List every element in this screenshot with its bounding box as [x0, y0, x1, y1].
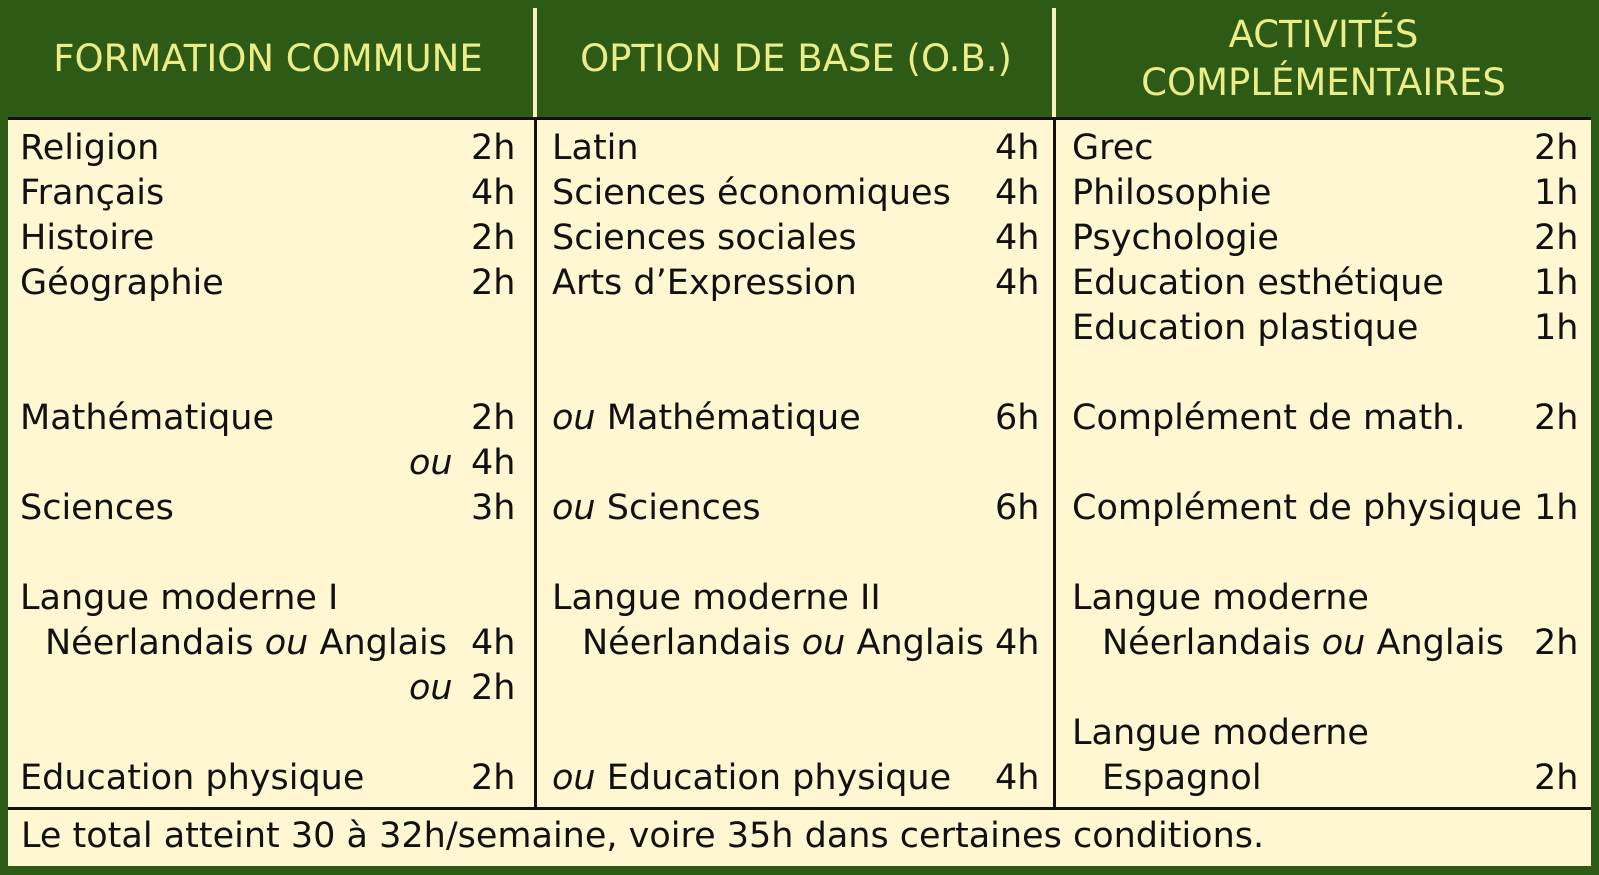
course-hours: 2h [471, 128, 516, 168]
course-hours: 2h [471, 263, 516, 303]
alternative-ou: ou [801, 623, 846, 663]
course-hours: 1h [1534, 173, 1579, 213]
course-hours: 1h [1534, 263, 1579, 303]
course-hours: 2h [1534, 758, 1579, 798]
language-a: Néerlandais [45, 623, 254, 663]
language-options [582, 621, 984, 666]
course-name: Education physique [20, 758, 365, 798]
course-name: Mathématique [20, 398, 275, 438]
course-hours: 4h [471, 173, 516, 213]
header-activites-complementaires [1056, 0, 1591, 117]
language-options [45, 621, 447, 666]
course-name: Education esthétique [1072, 263, 1444, 303]
course-name: Sciences sociales [552, 218, 857, 258]
course-hours: 4h [995, 128, 1040, 168]
course-name: Géographie [20, 263, 224, 303]
alternative-ou: ou [552, 758, 596, 798]
column-divider [1053, 117, 1056, 810]
footer-note: Le total atteint 30 à 32h/semaine, voire 35h dans certaines conditions. [21, 816, 1265, 856]
course-hours: 2h [1534, 623, 1579, 663]
language-a: Néerlandais [1102, 623, 1311, 663]
course-hours-alt: 2h [471, 668, 516, 708]
course-name: Philosophie [1072, 173, 1272, 213]
course-name: Grec [1072, 128, 1154, 168]
course-name: ou Education physique [552, 758, 952, 798]
alternative-ou: ou [552, 488, 596, 528]
course-name: Langue moderne [1072, 578, 1369, 618]
course-name: ou Mathématique [552, 398, 861, 438]
course-hours: 6h [995, 398, 1040, 438]
course-hours-alt: 4h [471, 443, 516, 483]
course-hours: 4h [471, 623, 516, 663]
course-hours: 4h [995, 623, 1040, 663]
course-name: Sciences [20, 488, 174, 528]
course-name: Complément de math. [1072, 398, 1466, 438]
table-header [0, 0, 1599, 117]
language-b: Anglais [856, 623, 984, 663]
course-name: Sciences économiques [552, 173, 951, 213]
course-name: Arts d’Expression [552, 263, 857, 303]
course-hours: 1h [1534, 488, 1579, 528]
course-name: Education plastique [1072, 308, 1419, 348]
header-formation-commune: FORMATION COMMUNE [53, 36, 483, 80]
course-name: Langue moderne II [552, 578, 881, 618]
course-name: Religion [20, 128, 160, 168]
alternative-ou: ou [552, 398, 596, 438]
course-name: Langue moderne [1072, 713, 1369, 753]
alternative-ou: ou [409, 668, 453, 708]
course-name: Complément de physique [1072, 488, 1522, 528]
course-hours: 4h [995, 758, 1040, 798]
language-options [1102, 621, 1504, 666]
course-name: ou Sciences [552, 488, 761, 528]
language-option: Espagnol [1102, 758, 1262, 798]
course-hours: 2h [471, 398, 516, 438]
course-name: Psychologie [1072, 218, 1279, 258]
course-hours: 2h [1534, 128, 1579, 168]
course-hours: 6h [995, 488, 1040, 528]
header-line: ACTIVITÉS [1228, 12, 1419, 56]
course-hours: 4h [995, 173, 1040, 213]
course-hours: 1h [1534, 308, 1579, 348]
course-name: Langue moderne I [20, 578, 339, 618]
header-option-de-base: OPTION DE BASE (O.B.) [580, 36, 1012, 80]
course-name: Latin [552, 128, 639, 168]
course-hours: 4h [995, 263, 1040, 303]
course-hours: 2h [1534, 218, 1579, 258]
language-b: Anglais [1376, 623, 1504, 663]
column-divider [534, 117, 537, 810]
course-hours: 4h [995, 218, 1040, 258]
course-name: Histoire [20, 218, 155, 258]
language-b: Anglais [319, 623, 447, 663]
table-footer [8, 810, 1591, 866]
header-line: COMPLÉMENTAIRES [1141, 60, 1506, 104]
language-a: Néerlandais [582, 623, 791, 663]
course-hours: 3h [471, 488, 516, 528]
alternative-ou: ou [264, 623, 309, 663]
course-hours: 2h [471, 218, 516, 258]
course-hours: 2h [471, 758, 516, 798]
alternative-ou: ou [409, 443, 453, 483]
alternative-ou: ou [1321, 623, 1366, 663]
course-hours: 2h [1534, 398, 1579, 438]
course-name: Français [20, 173, 165, 213]
